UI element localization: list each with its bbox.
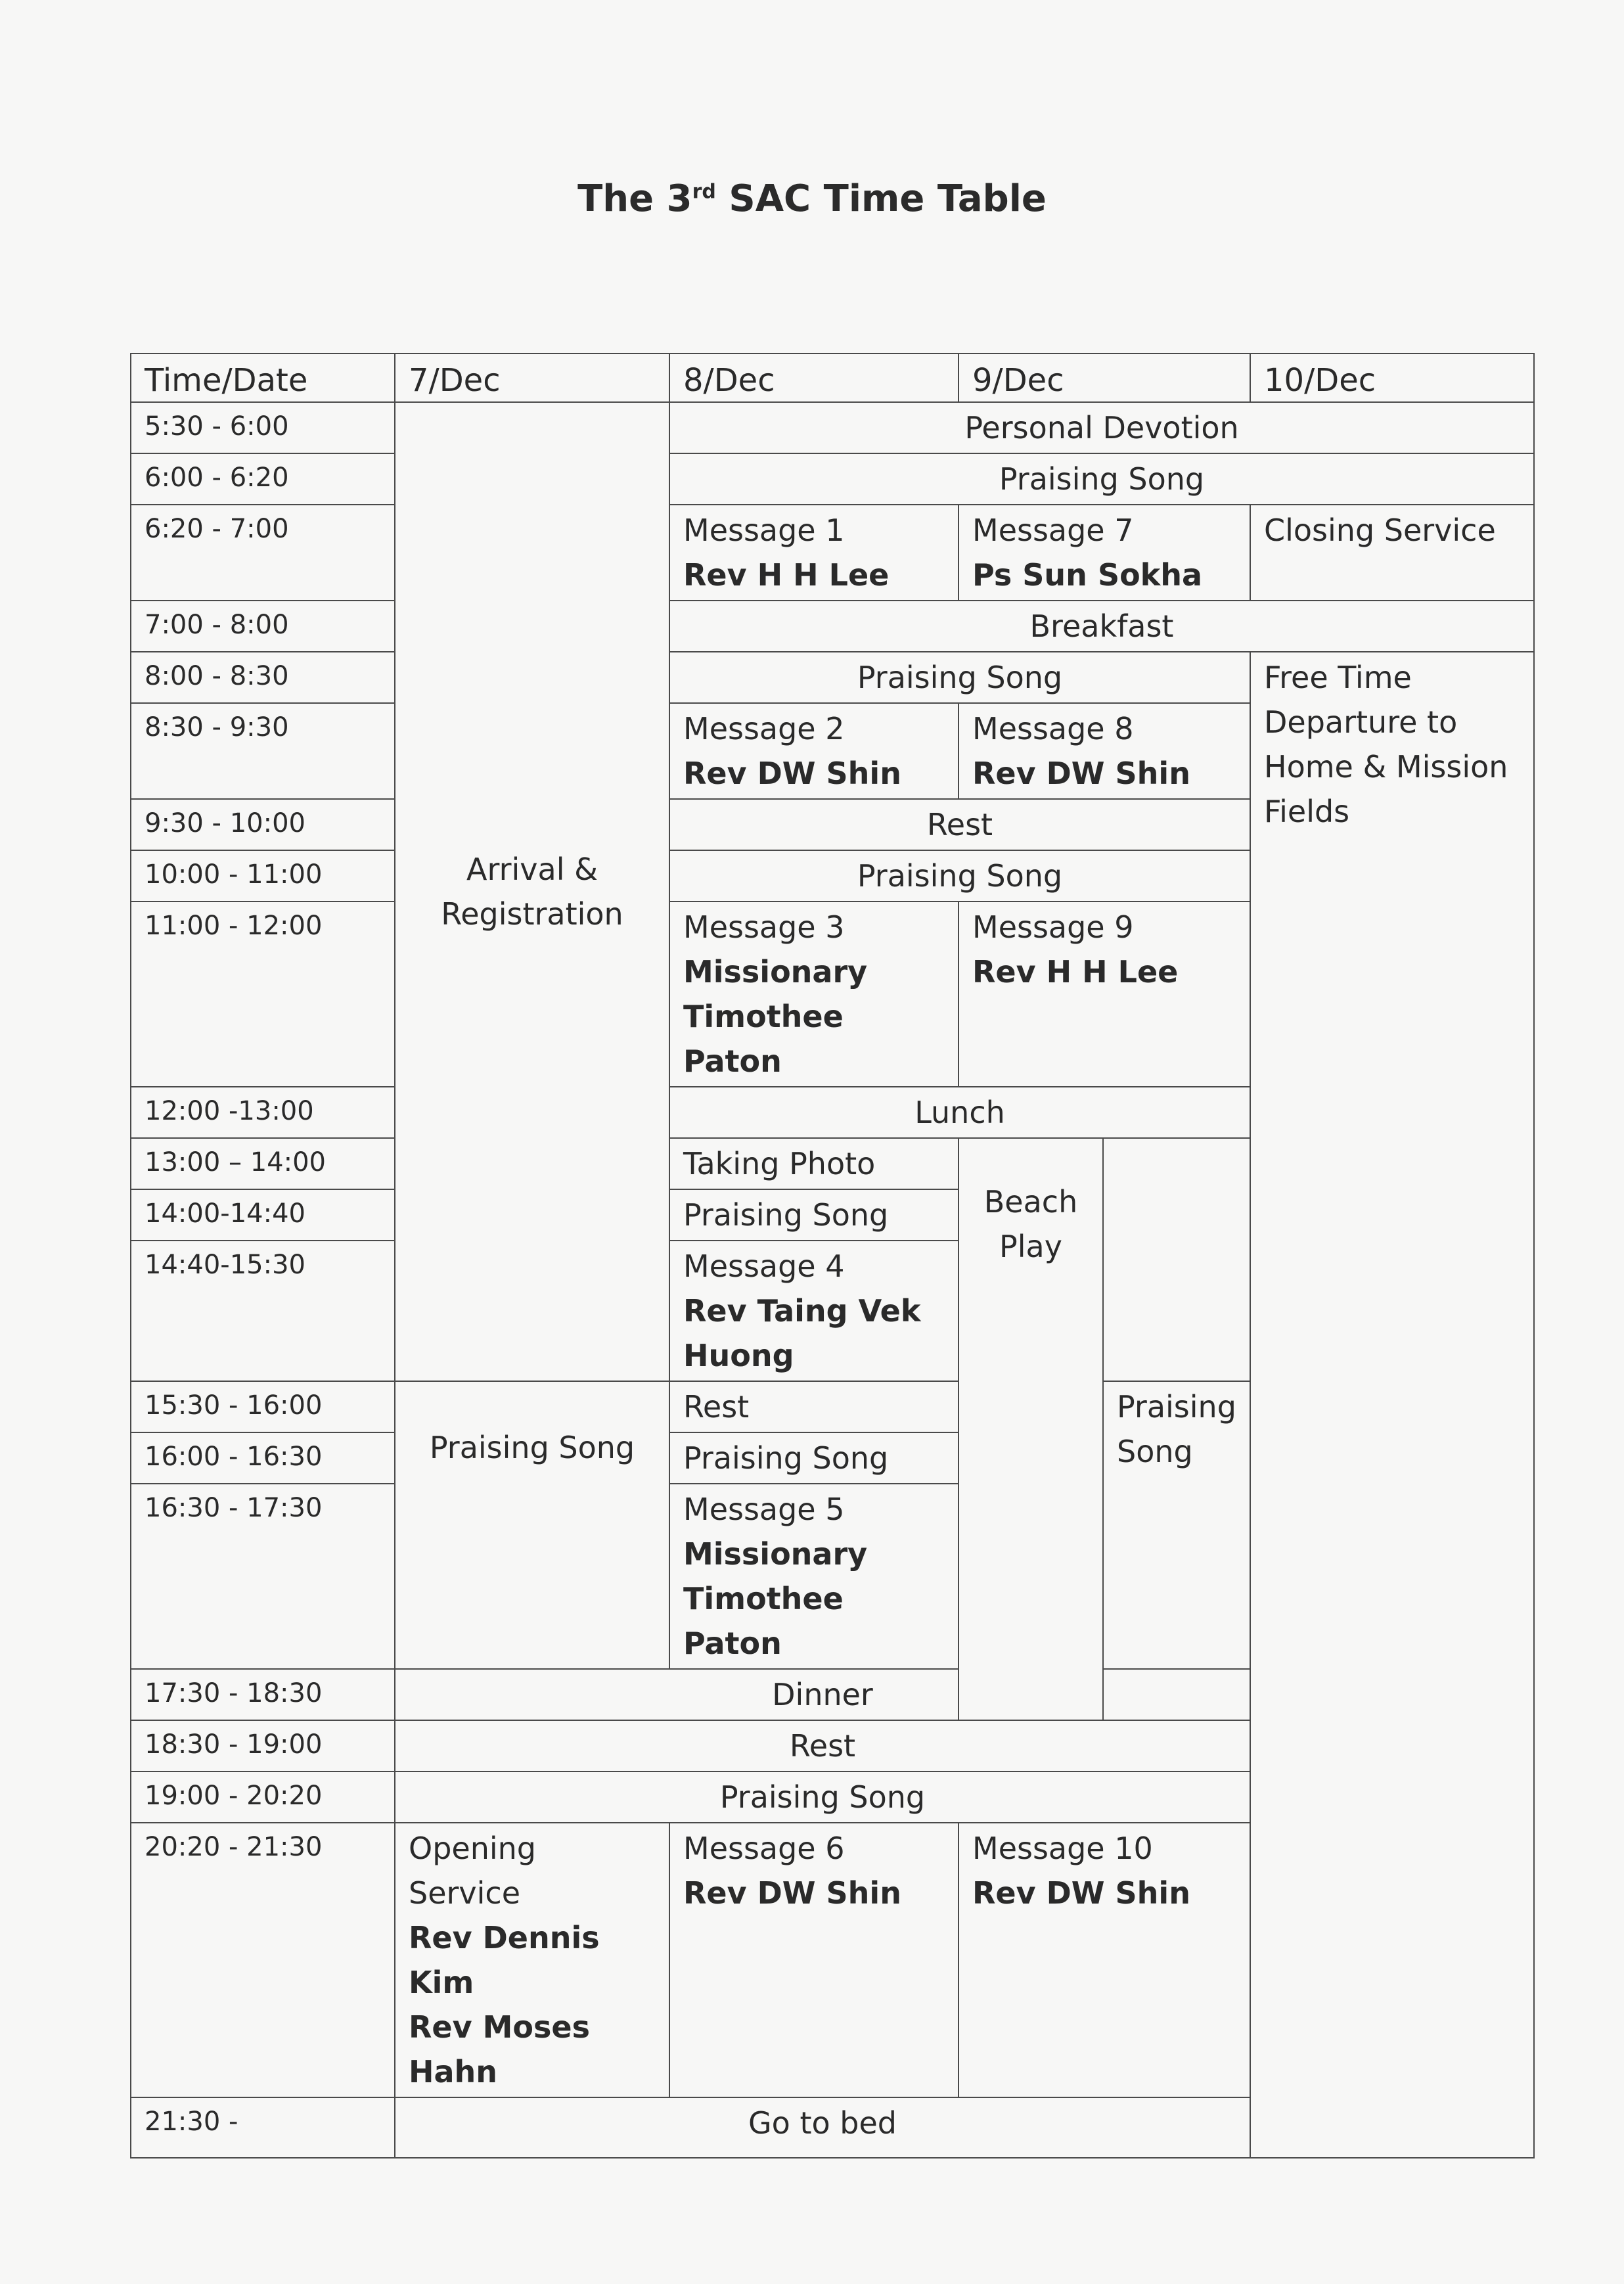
header-time-date: Time/Date <box>131 354 395 402</box>
time-cell: 6:20 - 7:00 <box>131 505 395 601</box>
lunch-cell: Lunch <box>669 1087 1250 1138</box>
praising-song-9dec-cell: Praising Song <box>1103 1381 1250 1669</box>
praising-song-cell: Praising Song <box>669 1189 959 1241</box>
title-superscript: rd <box>692 180 716 204</box>
message-6-cell: Message 6 Rev DW Shin <box>669 1823 959 2097</box>
rest-cell: Rest <box>669 1381 959 1432</box>
time-cell: 13:00 – 14:00 <box>131 1138 395 1189</box>
praising-song-cell: Praising Song <box>669 453 1534 505</box>
header-10dec: 10/Dec <box>1250 354 1534 402</box>
time-cell: 14:40-15:30 <box>131 1241 395 1381</box>
praising-song-7dec-cell: Praising Song <box>395 1381 669 1669</box>
time-cell: 7:00 - 8:00 <box>131 601 395 652</box>
header-7dec: 7/Dec <box>395 354 669 402</box>
time-cell: 17:30 - 18:30 <box>131 1669 395 1720</box>
header-row <box>131 354 1534 402</box>
time-cell: 14:00-14:40 <box>131 1189 395 1241</box>
message-10-cell: Message 10 Rev DW Shin <box>959 1823 1250 2097</box>
time-cell: 18:30 - 19:00 <box>131 1720 395 1771</box>
time-cell: 9:30 - 10:00 <box>131 799 395 850</box>
time-cell: 5:30 - 6:00 <box>131 402 395 453</box>
taking-photo-cell: Taking Photo <box>669 1138 959 1189</box>
time-cell: 6:00 - 6:20 <box>131 453 395 505</box>
message-4-cell: Message 4 Rev Taing Vek Huong <box>669 1241 959 1381</box>
message-9-cell: Message 9 Rev H H Lee <box>959 902 1250 1087</box>
table-row <box>131 505 1534 601</box>
page-title: The 3rd SAC Time Table <box>577 177 1047 220</box>
message-3-cell: Message 3 Missionary Timothee Paton <box>669 902 959 1087</box>
praising-song-cell: Praising Song <box>669 652 1250 703</box>
time-cell: 19:00 - 20:20 <box>131 1771 395 1823</box>
time-cell: 12:00 -13:00 <box>131 1087 395 1138</box>
message-1-cell: Message 1 Rev H H Lee <box>669 505 959 601</box>
message-2-cell: Message 2 Rev DW Shin <box>669 703 959 799</box>
header-9dec: 9/Dec <box>959 354 1250 402</box>
time-cell: 11:00 - 12:00 <box>131 902 395 1087</box>
opening-service-cell: Opening Service Rev Dennis Kim Rev Moses Hahn <box>395 1823 669 2097</box>
message-8-cell: Message 8 Rev DW Shin <box>959 703 1250 799</box>
go-to-bed-cell: Go to bed <box>395 2097 1250 2158</box>
rest-cell: Rest <box>395 1720 1250 1771</box>
closing-service-cell: Closing Service <box>1250 505 1534 601</box>
timetable <box>130 353 1535 2158</box>
breakfast-cell: Breakfast <box>669 601 1534 652</box>
time-cell: 8:30 - 9:30 <box>131 703 395 799</box>
time-cell: 10:00 - 11:00 <box>131 850 395 902</box>
time-cell: 16:00 - 16:30 <box>131 1432 395 1484</box>
praising-song-cell: Praising Song <box>669 1432 959 1484</box>
praising-song-cell: Praising Song <box>669 850 1250 902</box>
time-cell: 20:20 - 21:30 <box>131 1823 395 2097</box>
time-cell: 21:30 - <box>131 2097 395 2158</box>
beach-play-cell: Beach Play <box>959 1138 1103 1720</box>
table-row <box>131 453 1534 505</box>
time-cell: 15:30 - 16:00 <box>131 1381 395 1432</box>
arrival-registration-cell: Arrival & Registration <box>395 402 669 1381</box>
message-7-cell: Message 7 Ps Sun Sokha <box>959 505 1250 601</box>
table-row <box>131 402 1534 453</box>
message-5-cell: Message 5 Missionary Timothee Paton <box>669 1484 959 1669</box>
table-row <box>131 652 1534 703</box>
free-time-departure-cell: Free Time Departure to Home & Mission Fields <box>1250 652 1534 2158</box>
header-8dec: 8/Dec <box>669 354 959 402</box>
praising-song-cell: Praising Song <box>395 1771 1250 1823</box>
time-cell: 8:00 - 8:30 <box>131 652 395 703</box>
time-cell: 16:30 - 17:30 <box>131 1484 395 1669</box>
rest-cell: Rest <box>669 799 1250 850</box>
empty-cell <box>1103 1138 1250 1381</box>
personal-devotion-cell: Personal Devotion <box>669 402 1534 453</box>
table-row <box>131 601 1534 652</box>
dinner-cell: Dinner <box>395 1669 1250 1720</box>
